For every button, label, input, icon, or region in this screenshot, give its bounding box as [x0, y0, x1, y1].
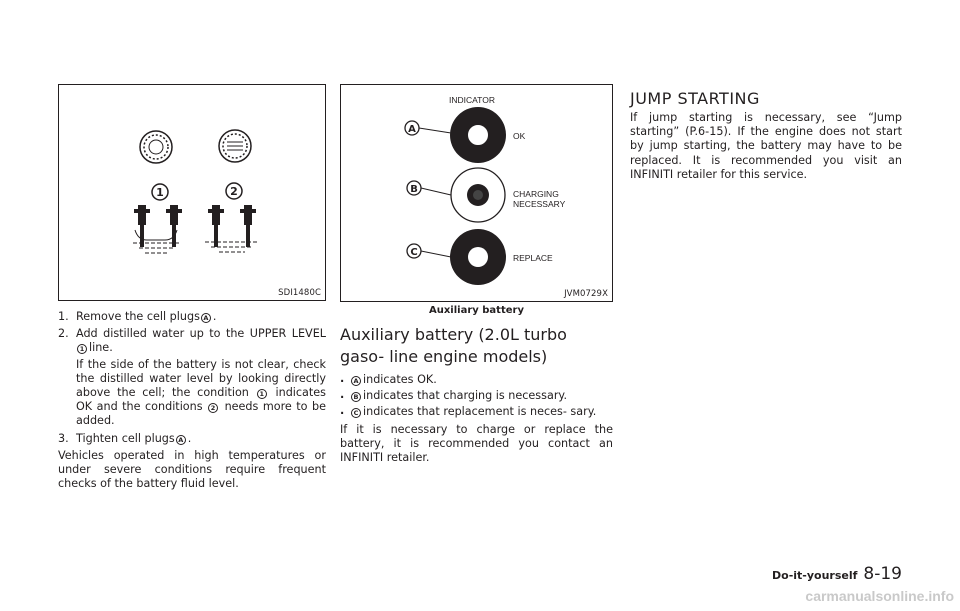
- page-number: 8-19: [863, 564, 902, 584]
- left-column: [58, 84, 326, 491]
- detail-text: If the side of the battery is not clear, check the distilled water level by looking directly above the cell; the condition: [76, 357, 326, 400]
- jump-starting-heading: JUMP STARTING: [630, 89, 760, 108]
- fluid-check-paragraph: Vehicles operated in high temperatures or under severe conditions require frequent checks of the battery fluid level.: [58, 448, 326, 491]
- callout-2: 2: [230, 185, 238, 198]
- bullet-text: indicates OK.: [363, 373, 437, 386]
- right-column: [630, 89, 902, 182]
- step-3: [58, 432, 326, 446]
- label-necessary: NECESSARY: [513, 199, 566, 209]
- detail-text: indicates OK and the conditions: [76, 386, 327, 414]
- circled-1-icon: 1: [77, 344, 87, 354]
- label-charging: CHARGING: [513, 189, 559, 199]
- label-ok: OK: [513, 131, 526, 141]
- auxiliary-battery-figure: [340, 84, 613, 302]
- section-subheading: Auxiliary battery (2.0L turbo gaso- line engine models): [340, 325, 567, 366]
- footer-section-title: Do-it-yourself: [772, 569, 858, 582]
- step-text: Add distilled water up to the UPPER LEVEL: [76, 327, 326, 341]
- circled-a-icon: A: [201, 313, 211, 323]
- middle-column: [340, 84, 613, 465]
- detail-text: needs more to be added.: [76, 400, 327, 428]
- circled-b-icon: B: [351, 392, 361, 402]
- indicator-letter-a: A: [408, 124, 416, 135]
- indicator-letter-c: C: [410, 247, 418, 258]
- figure-code: JVM0729X: [564, 289, 608, 299]
- step-number: 3.: [58, 431, 69, 445]
- step-text-end: .: [212, 310, 217, 323]
- indicator-bullets: [340, 373, 613, 420]
- step-number: 2.: [58, 327, 69, 341]
- circled-c-icon: C: [351, 408, 361, 418]
- cell-plug-illustration: [59, 85, 325, 300]
- step-2-detail: [76, 358, 326, 429]
- circled-a-icon: A: [176, 435, 186, 445]
- bullet-item: [340, 373, 613, 387]
- bullet-item: [340, 405, 613, 419]
- callout-1: 1: [156, 186, 164, 199]
- bullet-text: indicates that replacement is neces- sary.: [363, 405, 597, 419]
- step-number: 1.: [58, 310, 69, 323]
- step-text-end: line.: [89, 341, 113, 355]
- indicator-letter-b: B: [410, 184, 418, 195]
- watermark: carmanualsonline.info: [805, 588, 954, 604]
- indicator-title: INDICATOR: [449, 95, 495, 105]
- jump-starting-paragraph: If jump starting is necessary, see “Jump starting” (P.6-15). If the engine does not start by jump starting, the battery may have to be replaced. It is recommended you visit an INFINITI retailer for this service.: [630, 111, 902, 181]
- circled-2-icon: 2: [208, 403, 218, 413]
- step-2: [58, 327, 326, 428]
- instruction-steps: [58, 310, 326, 446]
- page-footer: [772, 564, 902, 584]
- bullet-text: indicates that charging is necessary.: [363, 389, 567, 403]
- indicator-illustration: [341, 85, 612, 301]
- label-replace: REPLACE: [513, 253, 553, 263]
- step-text-end: .: [187, 431, 192, 445]
- step-text: Remove the cell plugs: [76, 310, 200, 323]
- figure-code: SDI1480C: [278, 288, 321, 298]
- step-1: [58, 310, 326, 324]
- figure-caption: Auxiliary battery: [429, 305, 524, 316]
- bullet-item: [340, 389, 613, 403]
- cell-plug-figure: [58, 84, 326, 301]
- replace-battery-paragraph: If it is necessary to charge or replace the battery, it is recommended you contact an INFINITI retailer.: [340, 422, 613, 465]
- step-text: Tighten cell plugs: [76, 431, 175, 445]
- circled-1-icon: 1: [257, 389, 267, 399]
- circled-a-icon: A: [351, 376, 361, 386]
